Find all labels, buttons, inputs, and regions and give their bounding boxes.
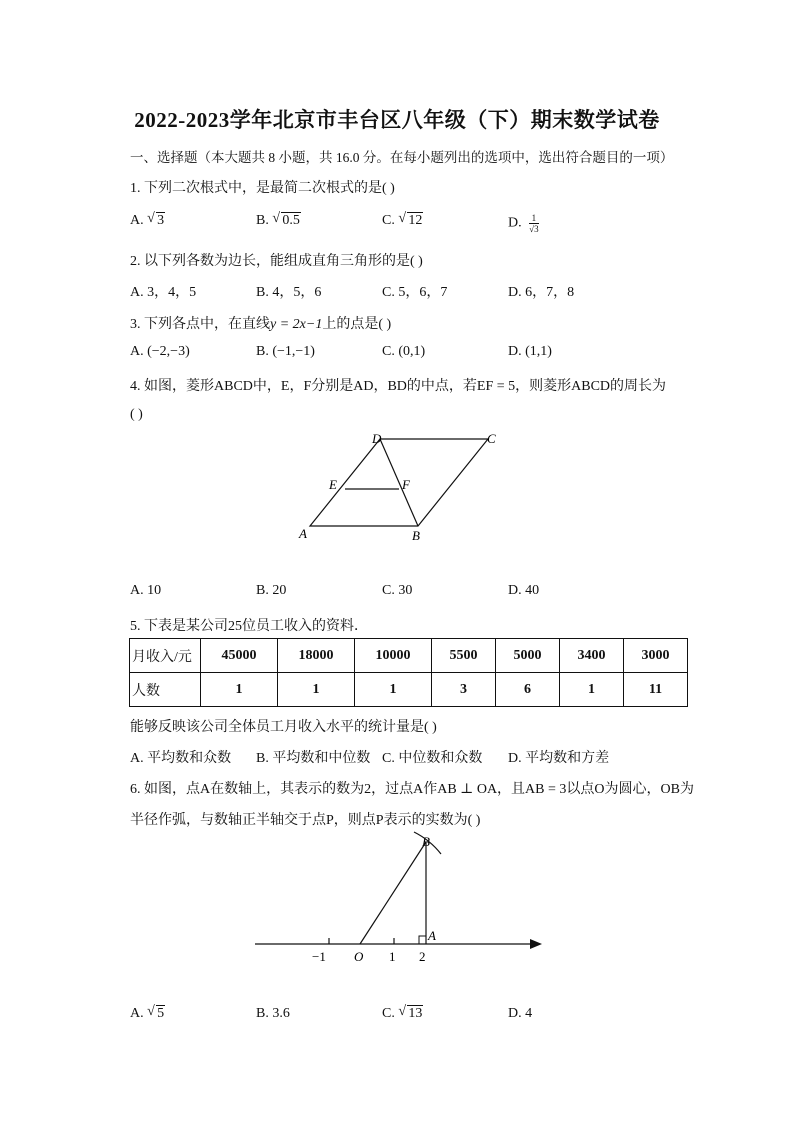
q3-stem — [130, 313, 391, 333]
q1-a-label: A. — [130, 213, 144, 228]
q1-b-value: 0.5 — [282, 213, 300, 228]
q6-c-value: 13 — [408, 1006, 423, 1021]
sqrt-icon: √ 13 — [398, 1004, 423, 1021]
table-header-count: 人数 — [130, 673, 201, 707]
label-neg1: −1 — [312, 949, 326, 964]
q6-a-label: A. — [130, 1006, 144, 1021]
q5-question: 能够反映该公司全体员工月收入水平的统计量是( ) — [130, 720, 437, 735]
q2-option-c[interactable]: C. 5，6，7 — [382, 285, 448, 300]
q6-option-d[interactable]: D. 4 — [508, 1006, 533, 1021]
sqrt-icon: √ 0.5 — [272, 211, 300, 228]
q2-option-d[interactable]: D. 6，7，8 — [508, 285, 575, 300]
label-2: 2 — [419, 949, 426, 964]
table-cell: 3400 — [560, 639, 624, 673]
label-b: B — [422, 834, 430, 849]
q1-d-label: D. — [508, 215, 522, 231]
q1-a-value: 3 — [157, 213, 165, 228]
q3-option-d[interactable]: D. (1,1) — [508, 344, 552, 359]
q1-option-a[interactable] — [130, 213, 165, 229]
right-angle-mark — [419, 936, 426, 944]
q6-option-b[interactable]: B. 3.6 — [256, 1006, 290, 1021]
q1-option-c[interactable] — [382, 213, 423, 229]
q4-option-b[interactable]: B. 20 — [256, 583, 287, 598]
table-cell: 11 — [624, 673, 688, 707]
section-heading: 一、选择题（本大题共 8 小题，共 16.0 分。在每小题列出的选项中，选出符合题目的一项） — [130, 150, 674, 165]
table-cell: 1 — [278, 673, 355, 707]
q6-c-label: C. — [382, 1006, 395, 1021]
q4-paren: ( ) — [130, 407, 143, 422]
q1-d-numerator: 1 — [529, 213, 538, 224]
table-cell: 3 — [432, 673, 496, 707]
label-o: O — [354, 949, 364, 964]
q1-c-value: 12 — [408, 213, 423, 228]
table-cell: 1 — [560, 673, 624, 707]
table-cell: 5500 — [432, 639, 496, 673]
table-header-income: 月收入/元 — [130, 639, 201, 673]
page-title: 2022-2023学年北京市丰台区八年级（下）期末数学试卷 — [134, 108, 660, 132]
q4-stem: 4. 如图，菱形ABCD中，E，F分别是AD，BD的中点，若EF = 5，则菱形ABCD的周长为 — [130, 379, 667, 394]
q3-equation: y = 2x−1 — [270, 317, 323, 332]
q3-stem-post: 上的点是( ) — [322, 317, 392, 332]
table-cell: 6 — [496, 673, 560, 707]
q1-d-fraction — [529, 213, 538, 234]
table-row — [130, 673, 688, 707]
q3-option-c[interactable]: C. (0,1) — [382, 344, 426, 359]
table-cell: 45000 — [201, 639, 278, 673]
q1-d-den-value: 3 — [534, 224, 539, 234]
table-cell: 5000 — [496, 639, 560, 673]
label-a: A — [428, 928, 436, 943]
q6-stem-line2: 半径作弧，与数轴正半轴交于点P，则点P表示的实数为( ) — [130, 813, 481, 828]
q1-d-denominator: √3 — [529, 224, 539, 234]
q6-option-c[interactable] — [382, 1006, 423, 1022]
q1-stem: 1. 下列二次根式中，是最简二次根式的是( ) — [130, 181, 395, 196]
q5-option-a[interactable]: A. 平均数和众数 — [130, 751, 232, 766]
q1-b-label: B. — [256, 213, 269, 228]
table-cell: 3000 — [624, 639, 688, 673]
q2-option-a[interactable]: A. 3，4，5 — [130, 285, 197, 300]
table-cell: 1 — [201, 673, 278, 707]
axis-arrow-icon — [530, 939, 542, 949]
table-cell: 18000 — [278, 639, 355, 673]
sqrt-icon: √ 12 — [398, 211, 423, 228]
q4-option-c[interactable]: C. 30 — [382, 583, 413, 598]
q1-c-label: C. — [382, 213, 395, 228]
label-e: E — [329, 477, 337, 492]
label-f: F — [402, 477, 410, 492]
sqrt-icon: √ 5 — [147, 1004, 165, 1021]
q5-stem: 5. 下表是某公司25位员工收入的资料． — [130, 619, 368, 634]
income-table — [129, 638, 688, 707]
q2-stem: 2. 以下列各数为边长，能组成直角三角形的是( ) — [130, 254, 423, 269]
label-1: 1 — [389, 949, 396, 964]
q6-stem-line1: 6. 如图，点A在数轴上，其表示的数为2，过点A作AB ⊥ OA，且AB = 3以点O为圆心，OB为 — [130, 782, 694, 797]
number-line-figure — [250, 830, 550, 970]
q6-a-value: 5 — [157, 1006, 165, 1021]
label-b: B — [412, 528, 420, 543]
rhombus-figure — [290, 428, 500, 546]
table-cell: 10000 — [355, 639, 432, 673]
sqrt-icon: √ 3 — [147, 211, 165, 228]
label-d: D — [372, 431, 382, 446]
q3-option-b[interactable]: B. (−1,−1) — [256, 344, 315, 359]
q4-option-a[interactable]: A. 10 — [130, 583, 162, 598]
segment-ob — [360, 842, 426, 944]
q3-stem-pre: 3. 下列各点中，在直线 — [130, 317, 270, 332]
q3-option-a[interactable]: A. (−2,−3) — [130, 344, 190, 359]
diagonal-bd — [380, 439, 418, 526]
q5-option-d[interactable]: D. 平均数和方差 — [508, 751, 610, 766]
q5-option-c[interactable]: C. 中位数和众数 — [382, 751, 483, 766]
q1-option-b[interactable] — [256, 213, 301, 229]
q5-option-b[interactable]: B. 平均数和中位数 — [256, 751, 371, 766]
label-c: C — [487, 431, 496, 446]
label-a: A — [299, 526, 307, 541]
q4-option-d[interactable]: D. 40 — [508, 583, 540, 598]
table-cell: 1 — [355, 673, 432, 707]
q1-option-d[interactable] — [508, 213, 539, 234]
q2-option-b[interactable]: B. 4，5，6 — [256, 285, 322, 300]
q6-option-a[interactable] — [130, 1006, 165, 1022]
table-row — [130, 639, 688, 673]
